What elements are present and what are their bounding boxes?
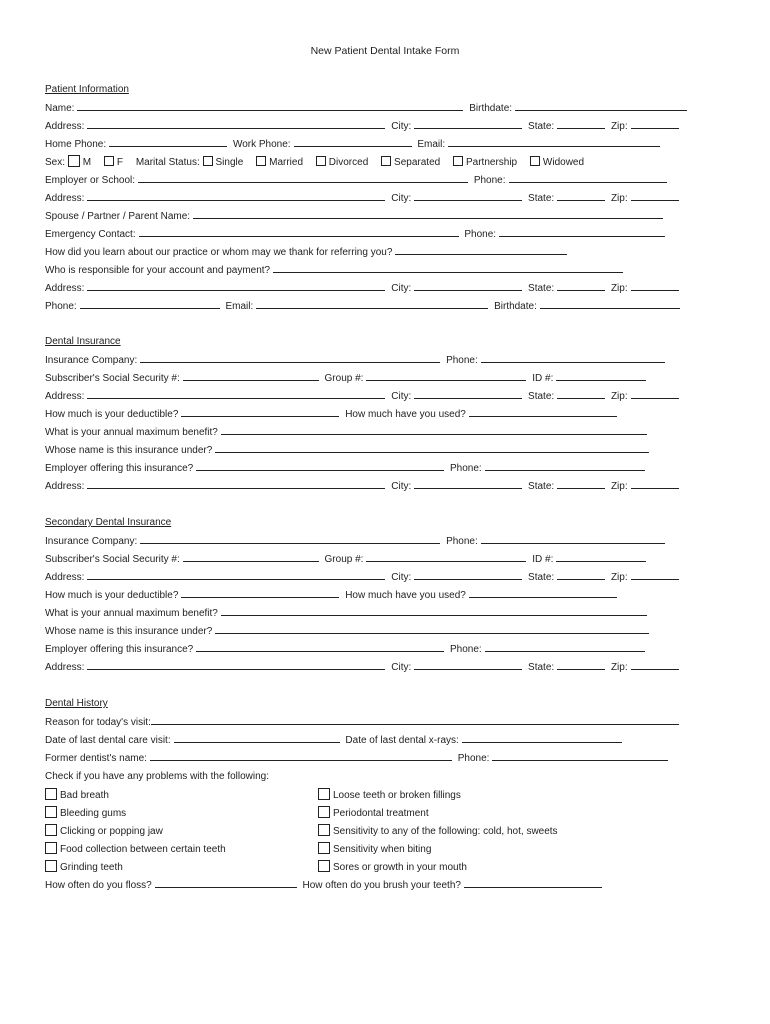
- name-field[interactable]: [77, 101, 463, 111]
- referral-field[interactable]: [395, 245, 567, 255]
- section-patient-heading: Patient Information: [45, 84, 129, 95]
- marital-widowed-checkbox[interactable]: [530, 156, 540, 166]
- section-secondary-heading: Secondary Dental Insurance: [45, 517, 172, 528]
- ins-deductible-row: [45, 407, 620, 421]
- last-visit-row: [45, 733, 625, 747]
- marital-single-checkbox[interactable]: [203, 156, 213, 166]
- problem-checkbox[interactable]: [318, 788, 330, 800]
- patient-address-row: [45, 119, 682, 133]
- marital-married-label: Married: [269, 157, 304, 168]
- problem-checkbox[interactable]: [45, 824, 57, 836]
- sex-marital-row: [45, 155, 584, 169]
- patient-name-row: [45, 101, 690, 115]
- ins-state-field[interactable]: [557, 389, 605, 399]
- problem-label: Food collection between certain teeth: [60, 844, 226, 855]
- emergency-phone-label: Phone:: [464, 229, 497, 240]
- sec-deductible-field[interactable]: [181, 588, 339, 598]
- marital-widowed-label: Widowed: [542, 157, 585, 168]
- zip-label: Zip:: [610, 121, 628, 132]
- employer-state-label: State:: [528, 193, 555, 204]
- problem-checkbox[interactable]: [45, 788, 57, 800]
- former-dentist-label: Former dentist's name:: [45, 753, 147, 764]
- sec-address-field[interactable]: [87, 570, 385, 580]
- responsible-label: Who is responsible for your account and payment?: [45, 265, 271, 276]
- problem-checkbox[interactable]: [45, 806, 57, 818]
- ins-company-label: Insurance Company:: [45, 355, 138, 366]
- sec-deductible-row: [45, 588, 620, 602]
- responsible-field[interactable]: [273, 263, 623, 273]
- sec-employer-phone-field[interactable]: [485, 642, 645, 652]
- ins-employer-phone-field[interactable]: [485, 461, 645, 471]
- responsible-state-field[interactable]: [557, 281, 605, 291]
- sec-whose-label: Whose name is this insurance under?: [45, 626, 213, 637]
- ins-zip-field[interactable]: [631, 389, 679, 399]
- ins-group-label: Group #:: [324, 373, 364, 384]
- reason-label: Reason for today's visit:: [45, 717, 151, 728]
- problem-item: [45, 842, 226, 856]
- responsible-birthdate-label: Birthdate:: [494, 301, 537, 312]
- ins-address-label: Address:: [45, 391, 85, 402]
- employer-address-row: [45, 191, 682, 205]
- problem-item: [318, 824, 558, 838]
- problem-label: Clicking or popping jaw: [60, 826, 163, 837]
- former-dentist-phone-field[interactable]: [492, 751, 668, 761]
- marital-separated-checkbox[interactable]: [381, 156, 391, 166]
- sec-group-label: Group #:: [324, 554, 364, 565]
- sex-label: Sex:: [45, 157, 66, 168]
- ins-annual-row: [45, 425, 650, 439]
- problem-label: Periodontal treatment: [333, 808, 429, 819]
- responsible-row: [45, 263, 626, 277]
- zip-field[interactable]: [631, 119, 679, 129]
- sec-used-label: How much have you used?: [345, 590, 466, 601]
- ins-employer-label: Employer offering this insurance?: [45, 463, 194, 474]
- marital-partnership-checkbox[interactable]: [453, 156, 463, 166]
- problem-label: Loose teeth or broken fillings: [333, 790, 461, 801]
- spouse-label: Spouse / Partner / Parent Name:: [45, 211, 191, 222]
- problem-label: Sensitivity to any of the following: cold, hot, sweets: [333, 826, 558, 837]
- sec-state-field[interactable]: [557, 570, 605, 580]
- city-field[interactable]: [414, 119, 522, 129]
- home-phone-field[interactable]: [109, 137, 227, 147]
- sec-phone-field[interactable]: [481, 534, 665, 544]
- section-history-heading: Dental History: [45, 698, 108, 709]
- sec-used-field[interactable]: [469, 588, 617, 598]
- employer-address-field[interactable]: [87, 191, 385, 201]
- responsible-address-field[interactable]: [87, 281, 385, 291]
- emergency-row: [45, 227, 668, 241]
- former-dentist-row: [45, 751, 671, 765]
- sex-f-checkbox[interactable]: [104, 156, 114, 166]
- responsible-zip-field[interactable]: [631, 281, 679, 291]
- sec-phone-label: Phone:: [446, 536, 478, 547]
- responsible-email-field[interactable]: [256, 299, 488, 309]
- problem-item: [45, 824, 163, 838]
- marital-divorced-checkbox[interactable]: [316, 156, 326, 166]
- ins-zip-label: Zip:: [610, 391, 628, 402]
- sec-employer-row: [45, 642, 648, 656]
- sec-annual-field[interactable]: [221, 606, 647, 616]
- problem-item: [318, 788, 461, 802]
- employer-phone-label: Phone:: [473, 175, 506, 186]
- sex-m-checkbox[interactable]: [68, 155, 80, 167]
- sec-employer-city-field[interactable]: [414, 660, 522, 670]
- problem-item: [318, 806, 429, 820]
- sec-annual-row: [45, 606, 650, 620]
- referral-label: How did you learn about our practice or whom may we thank for referring you?: [45, 247, 393, 258]
- emergency-field[interactable]: [139, 227, 459, 237]
- employer-field[interactable]: [138, 173, 468, 183]
- sec-employer-field[interactable]: [196, 642, 444, 652]
- address-field[interactable]: [87, 119, 385, 129]
- problem-checkbox[interactable]: [318, 860, 330, 872]
- responsible-birthdate-field[interactable]: [540, 299, 680, 309]
- employer-city-label: City:: [391, 193, 412, 204]
- ins-used-label: How much have you used?: [345, 409, 466, 420]
- problem-item: [318, 842, 431, 856]
- ins-address-row: [45, 389, 682, 403]
- brush-label: How often do you brush your teeth?: [302, 880, 461, 891]
- former-dentist-field[interactable]: [150, 751, 452, 761]
- ins-state-label: State:: [528, 391, 555, 402]
- patient-phones-row: [45, 137, 663, 151]
- sec-id-field[interactable]: [556, 552, 646, 562]
- form-title: New Patient Dental Intake Form: [310, 45, 460, 57]
- responsible-city-label: City:: [391, 283, 412, 294]
- sec-company-row: [45, 534, 668, 548]
- problem-label: Bad breath: [60, 790, 109, 801]
- last-xray-field[interactable]: [462, 733, 622, 743]
- ins-used-field[interactable]: [469, 407, 617, 417]
- sec-ssn-field[interactable]: [183, 552, 319, 562]
- sec-employer-address-field[interactable]: [87, 660, 385, 670]
- ins-ssn-label: Subscriber's Social Security #:: [45, 373, 180, 384]
- sec-whose-field[interactable]: [215, 624, 649, 634]
- brush-field[interactable]: [464, 878, 602, 888]
- marital-divorced-label: Divorced: [328, 157, 369, 168]
- sec-annual-label: What is your annual maximum benefit?: [45, 608, 218, 619]
- problem-item: [45, 860, 123, 874]
- former-dentist-phone-label: Phone:: [457, 753, 490, 764]
- responsible-city-field[interactable]: [414, 281, 522, 291]
- spouse-field[interactable]: [193, 209, 663, 219]
- ins-employer-state-label: State:: [528, 481, 555, 492]
- ins-ssn-field[interactable]: [183, 371, 319, 381]
- state-field[interactable]: [557, 119, 605, 129]
- responsible-phone-field[interactable]: [80, 299, 220, 309]
- emergency-phone-field[interactable]: [499, 227, 665, 237]
- problem-label: Grinding teeth: [60, 862, 123, 873]
- problem-label: Sores or growth in your mouth: [333, 862, 467, 873]
- marital-status-label: Marital Status:: [135, 157, 200, 168]
- sec-employer-label: Employer offering this insurance?: [45, 644, 194, 655]
- ins-employer-address-field[interactable]: [87, 479, 385, 489]
- sec-city-label: City:: [391, 572, 412, 583]
- ins-id-label: ID #:: [532, 373, 554, 384]
- employer-state-field[interactable]: [557, 191, 605, 201]
- marital-partnership-label: Partnership: [465, 157, 518, 168]
- floss-label: How often do you floss?: [45, 880, 152, 891]
- responsible-address-row: [45, 281, 682, 295]
- problem-item: [45, 788, 109, 802]
- ins-employer-address-label: Address:: [45, 481, 85, 492]
- employer-zip-field[interactable]: [631, 191, 679, 201]
- ins-employer-address-row: [45, 479, 682, 493]
- problem-item: [45, 806, 126, 820]
- last-visit-label: Date of last dental care visit:: [45, 735, 171, 746]
- birthdate-field[interactable]: [515, 101, 687, 111]
- problem-checkbox[interactable]: [45, 860, 57, 872]
- email-label: Email:: [417, 139, 446, 150]
- problem-checkbox[interactable]: [318, 824, 330, 836]
- ins-ssn-row: [45, 371, 649, 385]
- check-intro: Check if you have any problems with the following:: [45, 771, 270, 782]
- email-field[interactable]: [448, 137, 660, 147]
- sec-ssn-row: [45, 552, 649, 566]
- problem-label: Sensitivity when biting: [333, 844, 432, 855]
- floss-field[interactable]: [155, 878, 297, 888]
- sec-address-row: [45, 570, 682, 584]
- ins-annual-label: What is your annual maximum benefit?: [45, 427, 218, 438]
- marital-married-checkbox[interactable]: [256, 156, 266, 166]
- marital-single-label: Single: [215, 157, 244, 168]
- home-phone-label: Home Phone:: [45, 139, 107, 150]
- ins-whose-row: [45, 443, 652, 457]
- problem-label: Bleeding gums: [60, 808, 127, 819]
- city-label: City:: [391, 121, 412, 132]
- ins-employer-zip-field[interactable]: [631, 479, 679, 489]
- sec-deductible-label: How much is your deductible?: [45, 590, 179, 601]
- sec-employer-zip-field[interactable]: [631, 660, 679, 670]
- ins-annual-field[interactable]: [221, 425, 647, 435]
- sec-employer-address-label: Address:: [45, 662, 85, 673]
- reason-row: [45, 715, 682, 729]
- sec-zip-field[interactable]: [631, 570, 679, 580]
- last-xray-label: Date of last dental x-rays:: [345, 735, 459, 746]
- ins-address-field[interactable]: [87, 389, 385, 399]
- sec-whose-row: [45, 624, 652, 638]
- birthdate-label: Birthdate:: [469, 103, 513, 114]
- ins-employer-zip-label: Zip:: [610, 481, 628, 492]
- problem-checkbox[interactable]: [318, 806, 330, 818]
- sec-state-label: State:: [528, 572, 555, 583]
- ins-employer-city-label: City:: [391, 481, 412, 492]
- state-label: State:: [528, 121, 555, 132]
- employer-address-label: Address:: [45, 193, 85, 204]
- sec-employer-phone-label: Phone:: [450, 644, 482, 655]
- work-phone-field[interactable]: [294, 137, 412, 147]
- problem-item: [318, 860, 467, 874]
- emergency-label: Emergency Contact:: [45, 229, 136, 240]
- sec-address-label: Address:: [45, 572, 85, 583]
- responsible-phone-label: Phone:: [45, 301, 77, 312]
- ins-city-label: City:: [391, 391, 412, 402]
- sec-zip-label: Zip:: [610, 572, 628, 583]
- sex-m-label: M: [82, 157, 92, 168]
- ins-whose-field[interactable]: [215, 443, 649, 453]
- responsible-address-label: Address:: [45, 283, 85, 294]
- problem-checkbox[interactable]: [45, 842, 57, 854]
- sec-ssn-label: Subscriber's Social Security #:: [45, 554, 180, 565]
- responsible-contact-row: [45, 299, 683, 313]
- employer-label: Employer or School:: [45, 175, 136, 186]
- ins-city-field[interactable]: [414, 389, 522, 399]
- hygiene-row: [45, 878, 605, 892]
- sec-city-field[interactable]: [414, 570, 522, 580]
- ins-company-row: [45, 353, 668, 367]
- responsible-email-label: Email:: [225, 301, 254, 312]
- ins-id-field[interactable]: [556, 371, 646, 381]
- name-label: Name:: [45, 103, 75, 114]
- referral-row: [45, 245, 570, 259]
- employer-city-field[interactable]: [414, 191, 522, 201]
- address-label: Address:: [45, 121, 85, 132]
- employer-phone-field[interactable]: [509, 173, 667, 183]
- problem-checkbox[interactable]: [318, 842, 330, 854]
- sec-company-field[interactable]: [140, 534, 440, 544]
- ins-phone-field[interactable]: [481, 353, 665, 363]
- ins-phone-label: Phone:: [446, 355, 478, 366]
- ins-whose-label: Whose name is this insurance under?: [45, 445, 213, 456]
- sec-employer-state-field[interactable]: [557, 660, 605, 670]
- employer-row: [45, 173, 670, 187]
- ins-employer-state-field[interactable]: [557, 479, 605, 489]
- employer-zip-label: Zip:: [610, 193, 628, 204]
- sec-employer-state-label: State:: [528, 662, 555, 673]
- work-phone-label: Work Phone:: [232, 139, 291, 150]
- last-visit-field[interactable]: [174, 733, 340, 743]
- section-insurance-heading: Dental Insurance: [45, 336, 121, 347]
- sec-employer-zip-label: Zip:: [610, 662, 628, 673]
- sec-group-field[interactable]: [366, 552, 526, 562]
- ins-company-field[interactable]: [140, 353, 440, 363]
- responsible-state-label: State:: [528, 283, 555, 294]
- spouse-row: [45, 209, 666, 223]
- responsible-zip-label: Zip:: [610, 283, 628, 294]
- ins-employer-field[interactable]: [196, 461, 444, 471]
- marital-separated-label: Separated: [394, 157, 441, 168]
- sex-f-label: F: [116, 157, 124, 168]
- sec-employer-address-row: [45, 660, 682, 674]
- ins-employer-city-field[interactable]: [414, 479, 522, 489]
- sec-company-label: Insurance Company:: [45, 536, 138, 547]
- ins-deductible-field[interactable]: [181, 407, 339, 417]
- ins-employer-row: [45, 461, 648, 475]
- ins-group-field[interactable]: [366, 371, 526, 381]
- sec-id-label: ID #:: [532, 554, 554, 565]
- ins-deductible-label: How much is your deductible?: [45, 409, 179, 420]
- sec-employer-city-label: City:: [391, 662, 412, 673]
- reason-field[interactable]: [151, 715, 679, 725]
- ins-employer-phone-label: Phone:: [450, 463, 482, 474]
